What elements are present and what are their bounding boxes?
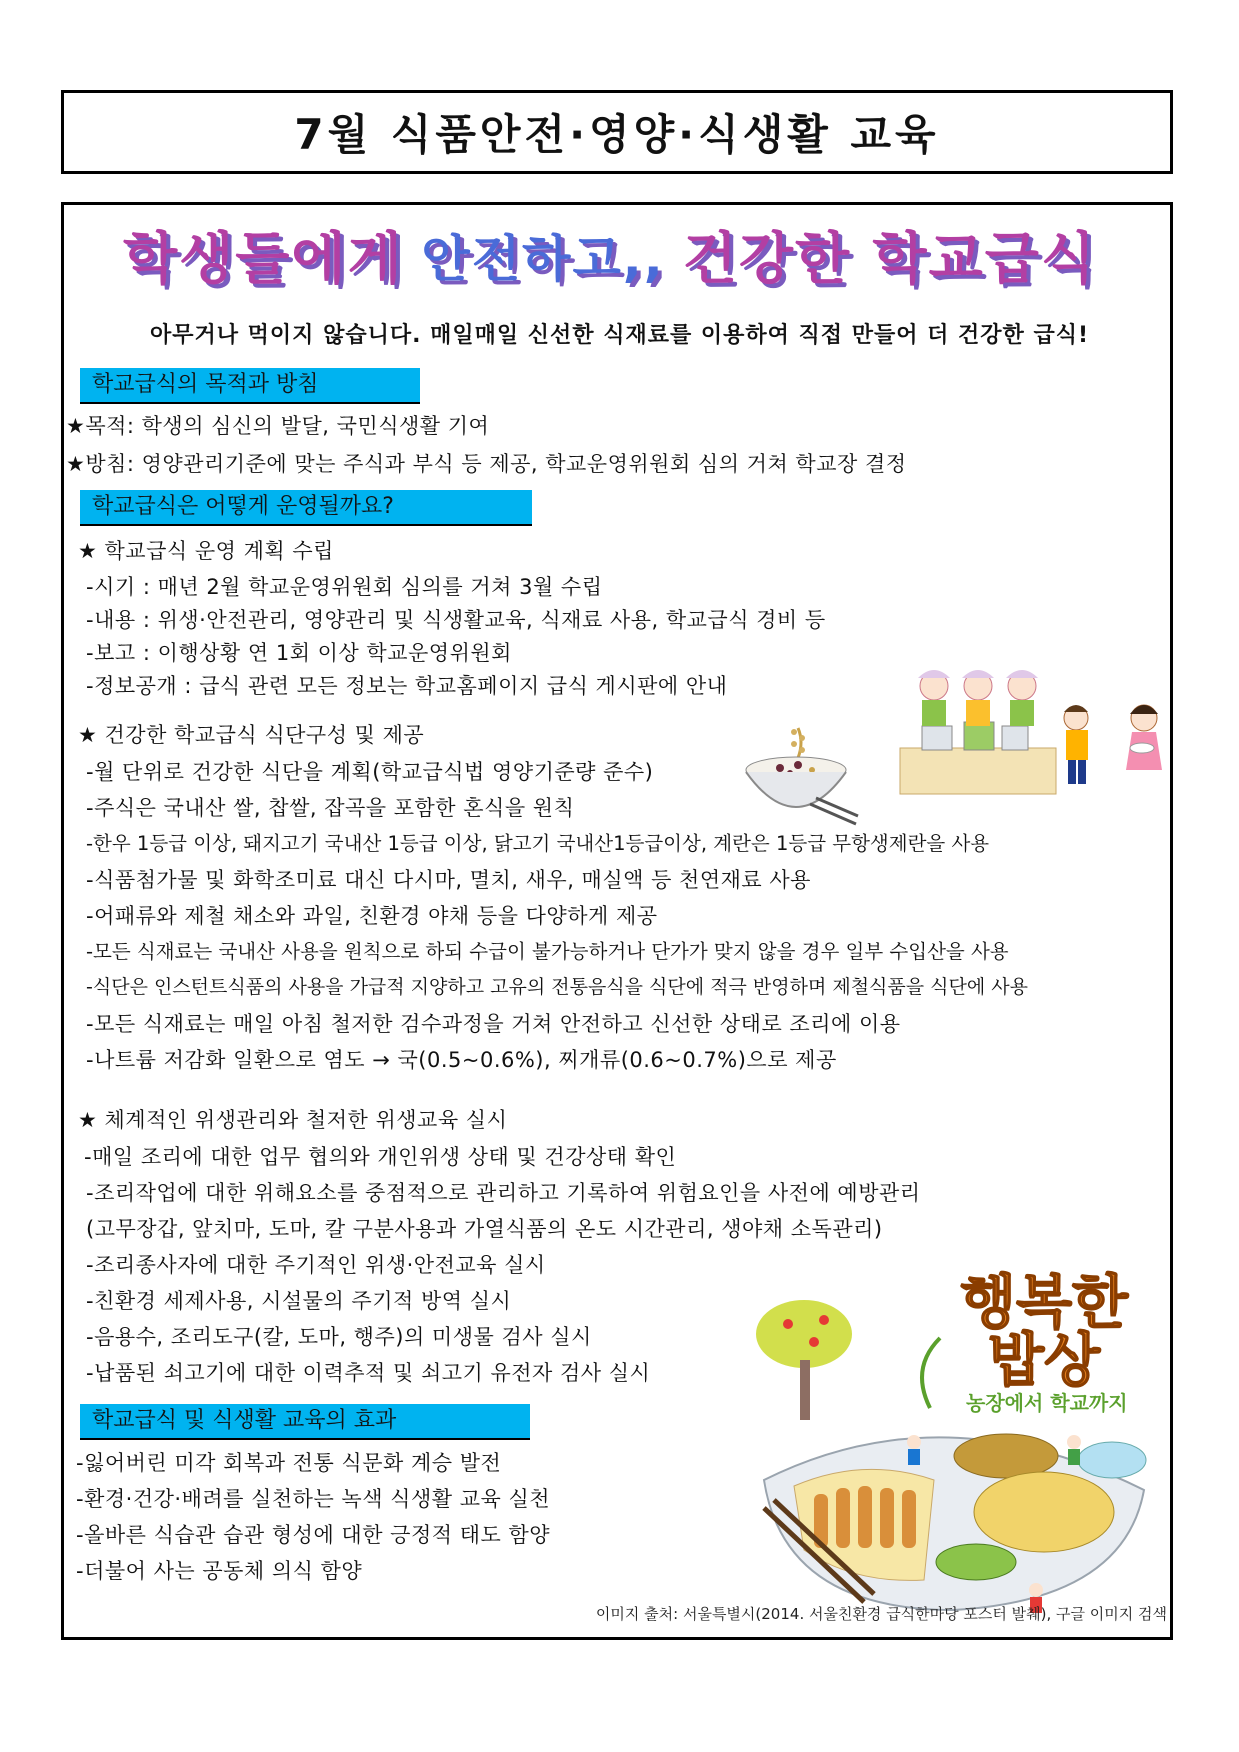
hygiene-line: -친환경 세제사용, 시설물의 주기적 방역 실시 [86,1289,512,1313]
menu-line: -식품첨가물 및 화학조미료 대신 다시마, 멸치, 새우, 매실액 등 천연재료 사용 [86,868,811,892]
cooks-illustration [894,662,1176,800]
plan-line: -시기 : 매년 2월 학교운영위원회 심의를 거쳐 3월 수립 [86,575,603,599]
page-title: 7월 식품안전·영양·식생활 교육 [294,110,940,159]
effect-line: -더불어 사는 공동체 의식 함양 [76,1559,363,1583]
menu-line: -주식은 국내산 쌀, 찹쌀, 잡곡을 포함한 혼식을 원칙 [86,796,575,820]
banner [100,210,1120,300]
title-box [61,90,1173,174]
section-heading-operation: 학교급식은 어떻게 운영될까요? [80,490,532,526]
plan-title: ★ 학교급식 운영 계획 수립 [78,539,334,563]
banner-part2: 안전하고,, [421,230,665,288]
effect-line: -잃어버린 미각 회복과 전통 식문화 계승 발전 [76,1451,502,1475]
intro-text: 아무거나 먹이지 않습니다. 매일매일 신선한 식재료를 이용하여 직접 만들어 더 건강한 급식! [150,323,1089,348]
plan-line: -내용 : 위생·안전관리, 영양관리 및 식생활교육, 식재료 사용, 학교급식 경비 등 [86,608,826,632]
hygiene-line: -음용수, 조리도구(칼, 도마, 행주)의 미생물 검사 실시 [86,1325,592,1349]
menu-line: -식단은 인스턴트식품의 사용을 가급적 지양하고 고유의 전통음식을 식단에 적극 반영하며 제철식품을 식단에 사용 [86,976,1028,998]
poster-title-line1: 행복한 [960,1268,1129,1336]
poster-illustration [744,1250,1174,1618]
poster-title-line2: 밥상 [988,1326,1101,1394]
menu-line: -나트륨 저감화 일환으로 염도 → 국(0.5~0.6%), 찌개류(0.6~0.7%)으로 제공 [86,1048,837,1072]
image-credit: 이미지 출처: 서울특별시(2014. 서울친환경 급식한마당 포스터 발췌), 구글 이미지 검색 [595,1605,1167,1623]
hygiene-title: ★ 체계적인 위생관리와 철저한 위생교육 실시 [78,1108,508,1132]
menu-line: -모든 식재료는 국내산 사용을 원칙으로 하되 수급이 불가능하거나 단가가 맞지 않을 경우 일부 수입산을 사용 [86,940,1009,963]
menu-line: -어패류와 제철 채소와 과일, 친환경 야채 등을 다양하게 제공 [86,904,658,928]
menu-line: -월 단위로 건강한 식단을 계획(학교급식법 영양기준량 준수) [86,760,654,784]
effect-line: -올바른 식습관 습관 형성에 대한 긍정적 태도 함양 [76,1523,551,1547]
banner-part1: 학생들에게 [123,227,404,292]
poster-subtitle: 농장에서 학교까지 [966,1391,1128,1415]
banner-part3: 건강한 학교급식 [682,227,1097,292]
hygiene-line: -조리작업에 대한 위해요소를 중점적으로 관리하고 기록하여 위험요인을 사전에 예방관리 [86,1181,921,1205]
section-heading-effects: 학교급식 및 식생활 교육의 효과 [80,1404,530,1440]
hygiene-line: -매일 조리에 대한 업무 협의와 개인위생 상태 및 건강상태 확인 [84,1145,677,1169]
effect-line: -환경·건강·배려를 실천하는 녹색 식생활 교육 실천 [76,1487,551,1511]
menu-line: -모든 식재료는 매일 아침 철저한 검수과정을 거쳐 안전하고 신선한 상태로 조리에 이용 [86,1012,901,1036]
menu-line: -한우 1등급 이상, 돼지고기 국내산 1등급 이상, 닭고기 국내산1등급이상, 계란은 1등급 무항생제란을 사용 [86,832,990,855]
hygiene-line: -납품된 쇠고기에 대한 이력추적 및 쇠고기 유전자 검사 실시 [86,1361,651,1385]
menu-title: ★ 건강한 학교급식 식단구성 및 제공 [78,723,425,747]
plan-line: -보고 : 이행상황 연 1회 이상 학교운영위원회 [86,641,512,665]
section-heading-purpose: 학교급식의 목적과 방침 [80,368,420,404]
rice-bowl-illustration [738,720,860,828]
purpose-line: ★목적: 학생의 심신의 발달, 국민식생활 기여 [66,414,490,438]
hygiene-line: -조리종사자에 대한 주기적인 위생·안전교육 실시 [86,1253,546,1277]
hygiene-line: (고무장갑, 앞치마, 도마, 칼 구분사용과 가열식품의 온도 시간관리, 생야채 소독관리) [86,1217,883,1241]
policy-line: ★방침: 영양관리기준에 맞는 주식과 부식 등 제공, 학교운영위원회 심의 거쳐 학교장 결정 [66,452,907,476]
plan-line: -정보공개 : 급식 관련 모든 정보는 학교홈페이지 급식 게시판에 안내 [86,674,728,698]
